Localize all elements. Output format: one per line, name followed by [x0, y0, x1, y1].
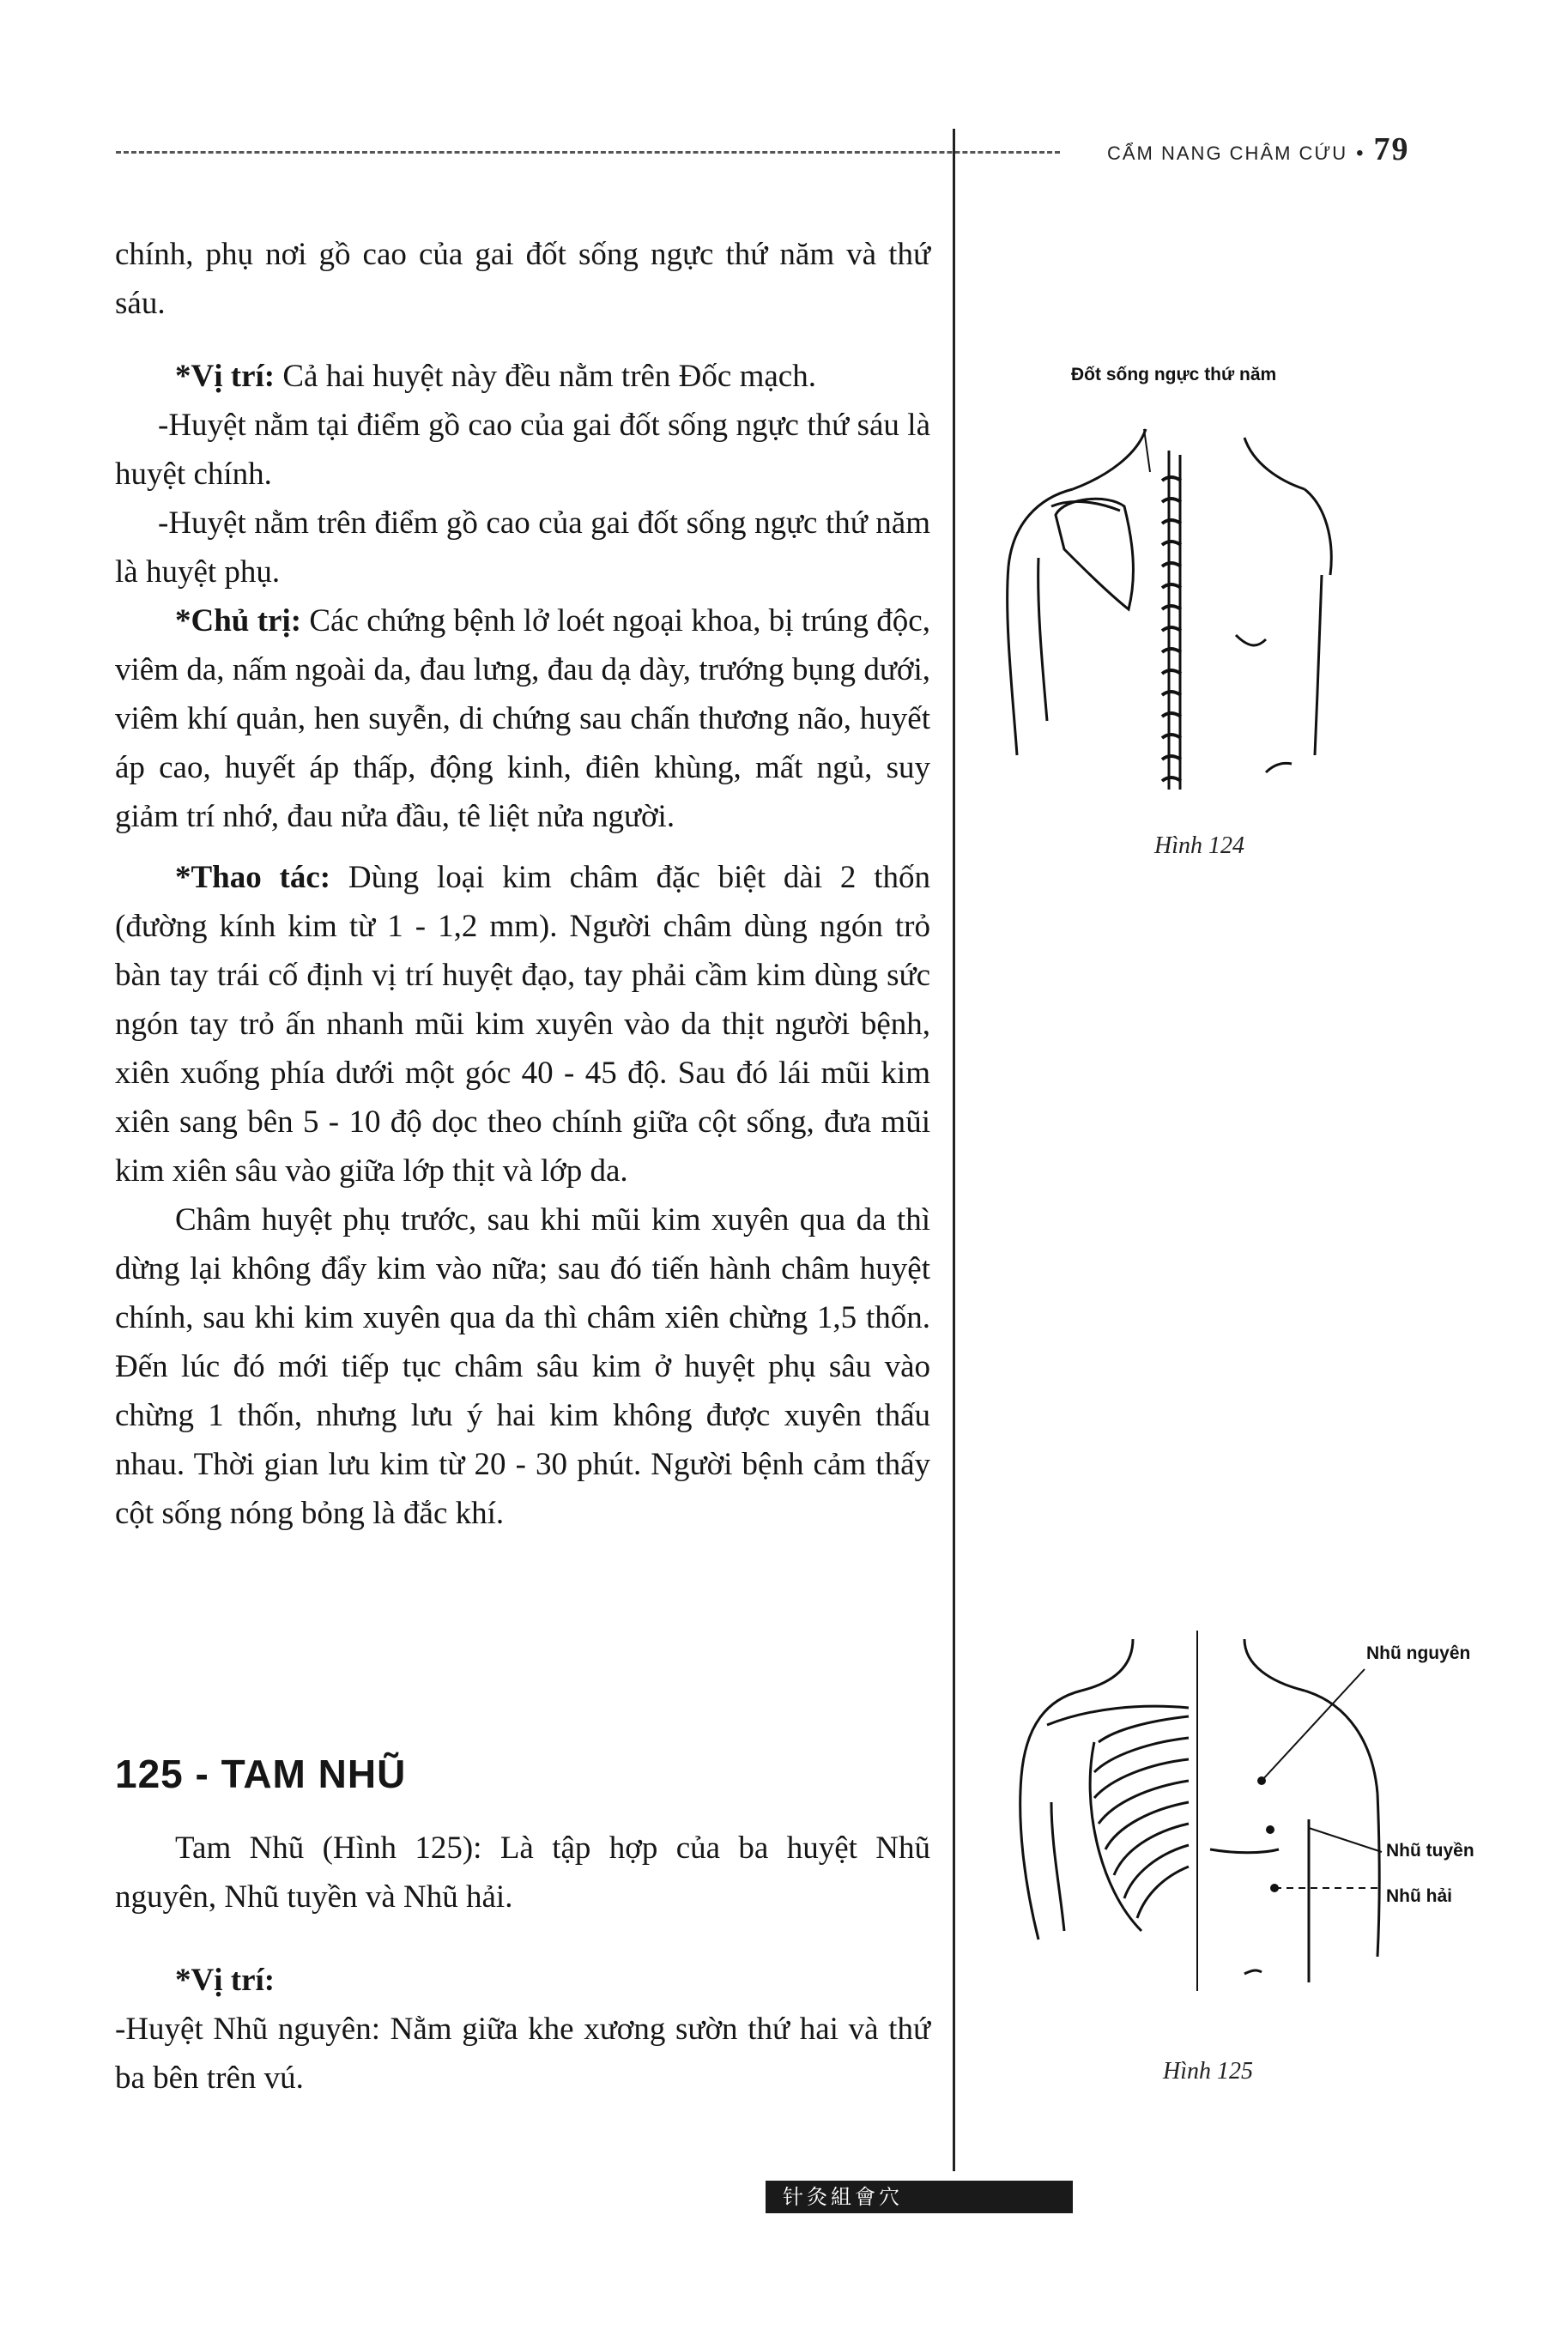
left-neck	[1081, 1639, 1133, 1691]
left-arm-outer	[1008, 566, 1017, 755]
acupoints	[1257, 1776, 1279, 1892]
point-nhu-tuyen	[1266, 1825, 1274, 1834]
left-neck-line	[1073, 429, 1146, 489]
leader-lines	[1262, 1669, 1382, 1888]
right-neck-line	[1244, 438, 1305, 489]
fig125-caption: Hình 125	[1163, 2058, 1253, 2085]
left-shoulder	[1008, 489, 1073, 566]
paragraph-nhu-nguyen: -Huyệt Nhũ nguyên: Nằm giữa khe xương sườn thứ hai và thứ ba bên trên vú.	[115, 2012, 930, 2096]
right-arm	[1315, 575, 1322, 755]
fig125-label-nhu-hai: Nhũ hải	[1386, 1886, 1452, 1906]
scapula	[1056, 499, 1133, 609]
right-scapula-hint	[1236, 635, 1266, 645]
header-rule	[116, 151, 1060, 154]
paragraph-main-point: -Huyệt nằm tại điểm gồ cao của gai đốt sống ngực thứ sáu là huyệt chính.	[115, 408, 930, 492]
fig125-label-nhu-nguyen: Nhũ nguyên	[1366, 1643, 1471, 1663]
location-label-2: *Vị trí:	[175, 1963, 275, 1998]
nipple-line	[1210, 1849, 1279, 1853]
location-label: *Vị trí:	[175, 359, 275, 394]
paragraph-location	[115, 352, 930, 401]
technique-label: *Thao tác:	[175, 860, 331, 895]
technique-text: Dùng loại kim châm đặc biệt dài 2 thốn (đường kính kim từ 1 - 1,2 mm). Người châm dùng ngón trỏ bàn tay trái cố định vị trí huyệt đạo, tay phải cầm kim dùng sức ngón tay trỏ ấn nhanh mũi kim xuyên vào da thịt người bệnh, xiên xuống phía dưới một góc 40 - 45 độ. Sau đó lái mũi kim xiên sang bên 5 - 10 độ dọc theo chính giữa cột sống, đưa mũi kim xiên sâu vào giữa lớp thịt và lớp da.	[115, 860, 930, 1189]
section-heading: 125 - TAM NHŨ	[115, 1752, 407, 1796]
running-title: CẨM NANG CHÂM CỨU	[1107, 142, 1348, 164]
left-clavicle	[1047, 1706, 1189, 1725]
footer-stamp: 针灸組會穴	[766, 2181, 1073, 2213]
rib-cage	[1090, 1716, 1189, 1931]
column-divider	[953, 129, 955, 2171]
right-neck	[1244, 1639, 1305, 1691]
fig124-illustration	[978, 412, 1339, 798]
right-shoulder	[1305, 489, 1331, 575]
paragraph-secondary-point: -Huyệt nằm trên điểm gồ cao của gai đốt sống ngực thứ năm là huyệt phụ.	[115, 505, 930, 590]
paragraph-technique	[115, 853, 930, 1195]
lower-mark	[1244, 1970, 1262, 1974]
right-shoulder	[1305, 1691, 1377, 1794]
indications-label: *Chủ trị:	[175, 603, 302, 638]
right-arm	[1377, 1794, 1379, 1957]
pointer-line	[1144, 429, 1150, 472]
paragraph-procedure: Châm huyệt phụ trước, sau khi mũi kim xuyên qua da thì dừng lại không đẩy kim vào nữa; sau đó tiến hành châm huyệt chính, sau khi kim xuyên qua da thì châm xiên chừng 1,5 thốn. Đến lúc đó mới tiếp tục châm sâu kim ở huyệt phụ sâu vào chừng 1 thốn, nhưng lưu ý hai kim không được xuyên thấu nhau. Thời gian lưu kim từ 20 - 30 phút. Người bệnh cảm thấy cột sống nóng bỏng là đắc khí.	[115, 1202, 930, 1531]
fig124-caption: Hình 124	[1154, 832, 1244, 859]
paragraph-intro: Tam Nhũ (Hình 125): Là tập hợp của ba huyệt Nhũ nguyên, Nhũ tuyền và Nhũ hải.	[115, 1831, 930, 1915]
running-head	[1107, 130, 1410, 168]
lower-right-mark	[1266, 763, 1292, 772]
fig125-label-nhu-tuyen: Nhũ tuyền	[1386, 1841, 1474, 1861]
left-arm-inner	[1038, 558, 1047, 721]
bullet: •	[1356, 142, 1365, 165]
text-column-bottom	[115, 1824, 930, 2103]
fig124-label: Đốt sống ngực thứ năm	[1071, 365, 1277, 384]
text-column-top	[115, 230, 930, 1538]
spine-column	[1162, 451, 1181, 790]
left-arm-inner	[1051, 1802, 1064, 1931]
location-text: Cả hai huyệt này đều nằm trên Đốc mạch.	[275, 359, 816, 394]
fig125-illustration	[1013, 1631, 1416, 2000]
paragraph-continuation: chính, phụ nơi gồ cao của gai đốt sống ngực thứ năm và thứ sáu.	[115, 237, 930, 321]
paragraph-location-2	[115, 1956, 930, 2005]
page-number: 79	[1373, 131, 1410, 167]
indications-text: Các chứng bệnh lở loét ngoại khoa, bị trúng độc, viêm da, nấm ngoài da, đau lưng, đau dạ dày, trướng bụng dưới, viêm khí quản, hen suyễn, di chứng sau chấn thương não, huyết áp cao, huyết áp thấp, động kinh, điên khùng, mất ngủ, suy giảm trí nhớ, đau nửa đầu, tê liệt nửa người.	[115, 603, 930, 834]
paragraph-indications	[115, 596, 930, 841]
